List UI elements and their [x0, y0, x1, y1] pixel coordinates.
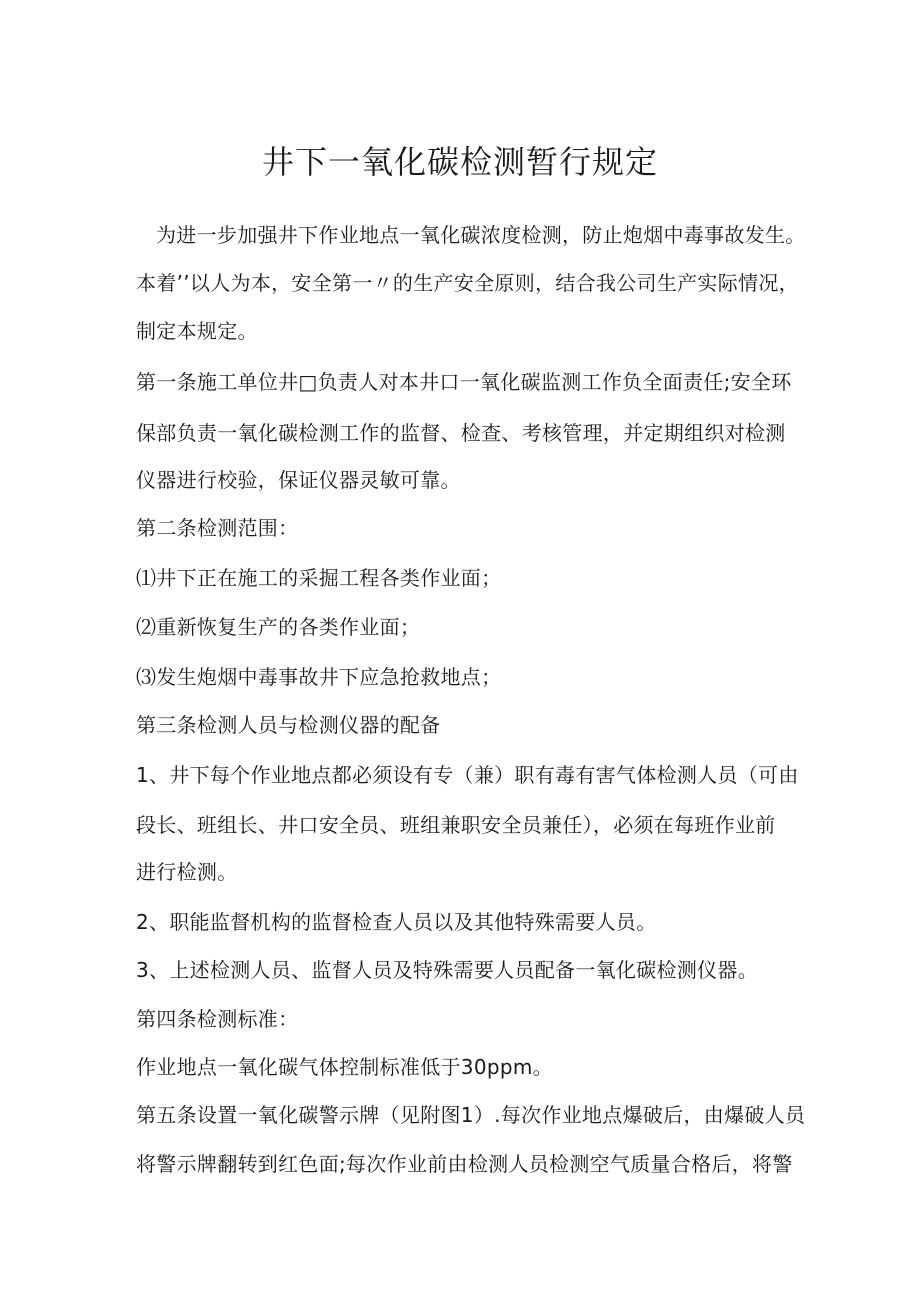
paragraph-line: ⑴井下正在施工的采掘工程各类作业面； [136, 566, 502, 590]
paragraph-line: ⑵重新恢复生产的各类作业面； [136, 615, 421, 639]
paragraph-line: 段长、班组长、井口安全员、班组兼职安全员兼任），必须在每班作业前 [136, 813, 776, 837]
paragraph-line: 第一条施工单位井□负责人对本井口一氧化碳监测工作负全面责任;安全环 [136, 370, 792, 394]
paragraph-line: 第四条检测标准： [136, 1007, 299, 1031]
paragraph-line: 2、职能监督机构的监督检查人员以及其他特殊需要人员。 [136, 910, 657, 934]
paragraph-line: 3、上述检测人员、监督人员及特殊需要人员配备一氧化碳检测仪器。 [136, 958, 759, 982]
paragraph-line: 第三条检测人员与检测仪器的配备 [136, 713, 441, 737]
paragraph-line: 制定本规定。 [136, 319, 258, 343]
paragraph-line: 1、井下每个作业地点都必须设有专（兼）职有毒有害气体检测人员（可由 [136, 763, 799, 787]
paragraph-line: 仪器进行校验，保证仪器灵敏可靠。 [136, 468, 461, 492]
paragraph-line: 本着’’以人为本，安全第一〃的生产安全原则，结合我公司生产实际情况， [136, 271, 799, 295]
paragraph-line: 为进一步加强井下作业地点一氧化碳浓度检测，防止炮烟中毒事故发生。 [156, 223, 806, 247]
paragraph-line: 第五条设置一氧化碳警示牌（见附图1）.每次作业地点爆破后，由爆破人员 [136, 1103, 806, 1127]
paragraph-line: ⑶发生炮烟中毒事故井下应急抢救地点； [136, 665, 502, 689]
paragraph-line: 第二条检测范围： [136, 516, 299, 540]
paragraph-line: 将警示牌翻转到红色面;每次作业前由检测人员检测空气质量合格后，将警 [136, 1152, 793, 1176]
document-title: 井下一氧化碳检测暂行规定 [261, 143, 658, 181]
paragraph-line: 保部负责一氧化碳检测工作的监督、检查、考核管理，并定期组织对检测 [136, 421, 786, 445]
paragraph-line: 进行检测。 [136, 860, 238, 884]
paragraph-line: 作业地点一氧化碳气体控制标准低于30ppm。 [136, 1055, 553, 1079]
